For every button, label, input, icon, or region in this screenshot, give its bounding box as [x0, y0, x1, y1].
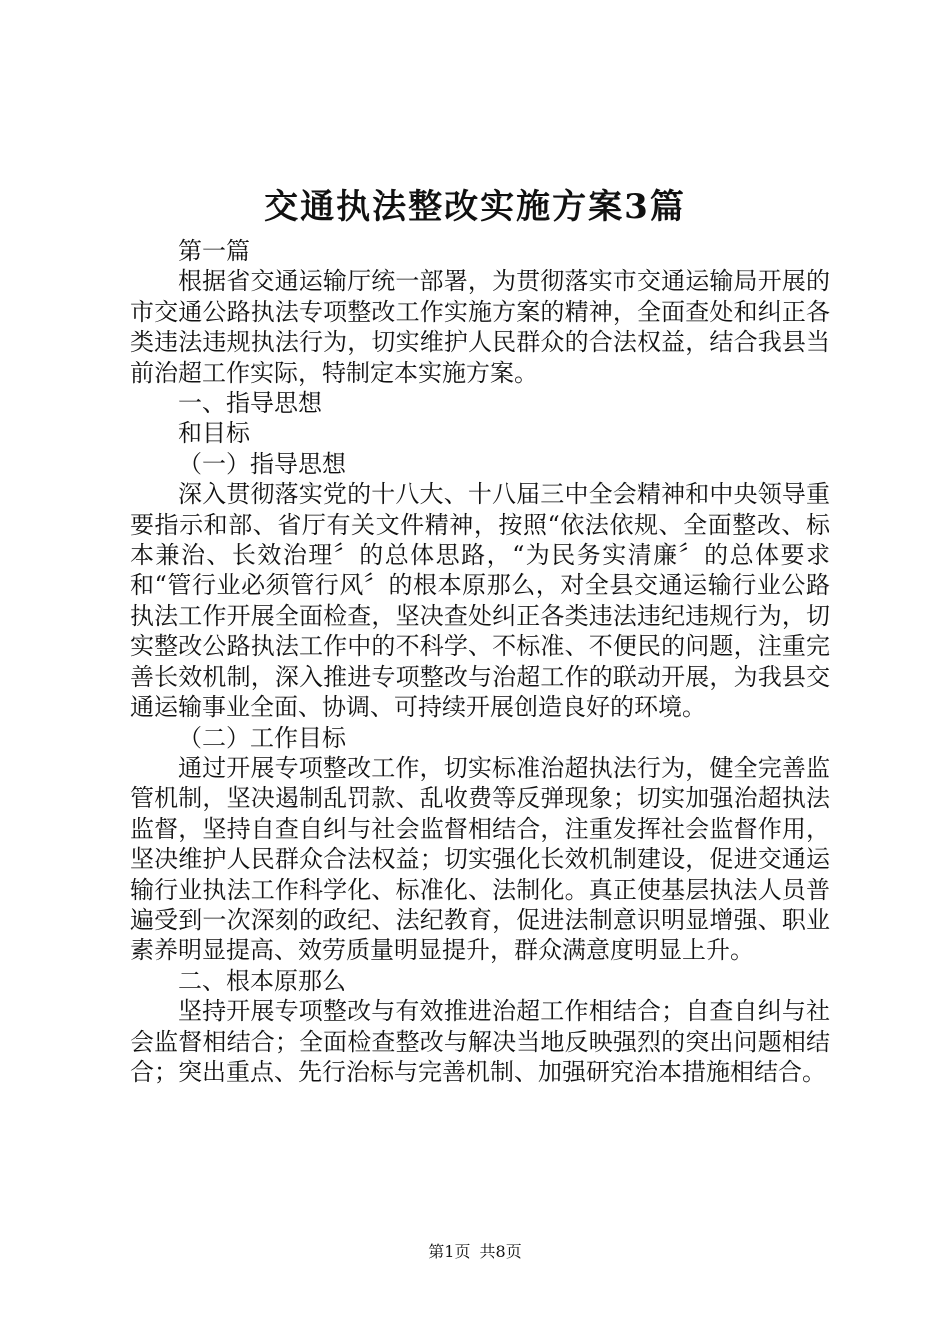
subheading-guiding-thought: （一）指导思想	[178, 449, 346, 478]
heading-and-goals: 和目标	[178, 419, 250, 448]
heading-basic-principles: 二、根本原那么	[178, 966, 346, 995]
heading-guiding-thought: 一、指导思想	[178, 389, 322, 418]
paragraph-intro: 根据省交通运输厅统一部署，为贯彻落实市交通运输局开展的市交通公路执法专项整改工作实施方案的精神，全面查处和纠正各类违法违规执法行为，切实维护人民群众的合法权益，结合我县当前治超工作实际，特制定本实施方案。	[130, 267, 830, 387]
document-body	[130, 236, 830, 1087]
page-footer	[0, 1242, 950, 1262]
section-heading-first: 第一篇	[178, 237, 250, 265]
page-number: 第1页	[428, 1242, 471, 1261]
paragraph-basic-principles: 坚持开展专项整改与有效推进治超工作相结合；自查自纠与社会监督相结合；全面检查整改与解决当地反映强烈的突出问题相结合；突出重点、先行治标与完善机制、加强研究治本措施相结合。	[130, 997, 830, 1086]
total-pages: 共8页	[479, 1242, 522, 1261]
document-title: 交通执法整改实施方案3篇	[264, 187, 686, 227]
subheading-work-goals: （二）工作目标	[178, 723, 346, 752]
paragraph-guiding-thought: 深入贯彻落实党的十八大、十八届三中全会精神和中央领导重要指示和部、省厅有关文件精神，按照“依法依规、全面整改、标本兼治、长效治理〞的总体思路，“为民务实清廉〞的总体要求和“管行业必须管行风〞的根本原那么，对全县交通运输行业公路执法工作开展全面检查，坚决查处纠正各类违法违纪违规行为，切实整改公路执法工作中的不科学、不标准、不便民的问题，注重完善长效机制，深入推进专项整改与治超工作的联动开展，为我县交通运输事业全面、协调、可持续开展创造良好的环境。	[130, 480, 830, 722]
paragraph-work-goals: 通过开展专项整改工作，切实标准治超执法行为，健全完善监管机制，坚决遏制乱罚款、乱收费等反弹现象；切实加强治超执法监督，坚持自查自纠与社会监督相结合，注重发挥社会监督作用，坚决维护人民群众合法权益；切实强化长效机制建设，促进交通运输行业执法工作科学化、标准化、法制化。真正使基层执法人员普遍受到一次深刻的政纪、法纪教育，促进法制意识明显增强、职业素养明显提高、效劳质量明显提升，群众满意度明显上升。	[130, 753, 830, 965]
